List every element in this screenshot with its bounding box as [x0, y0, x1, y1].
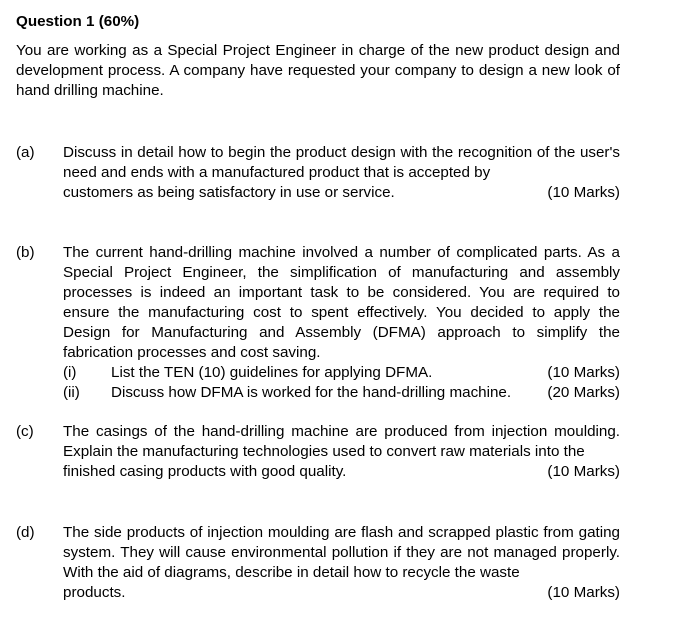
part-d — [16, 523, 620, 603]
marks-label: (20 Marks) — [547, 384, 620, 401]
part-label: (a) — [16, 144, 35, 161]
part-text: The current hand-drilling machine involved a number of complicated parts. As a Special Project Engineer, the simplification of manufacturing and assembly processes is indeed an important task to be considered. You are required to ensure the manufacturing cost to spent effectively. You decided to apply the Design for Manufacturing and Assembly (DFMA) approach to simplify the fabrication processes and cost saving. — [63, 244, 620, 361]
sub-question-number: (ii) — [63, 384, 80, 401]
part-label: (b) — [16, 244, 35, 261]
sub-question-text: List the TEN (10) guidelines for applying DFMA. — [111, 364, 433, 381]
part-text-last-line: finished casing products with good quality. — [63, 463, 347, 480]
part-a — [16, 143, 620, 203]
part-label: (c) — [16, 423, 34, 440]
sub-question-number: (i) — [63, 364, 77, 381]
marks-label: (10 Marks) — [547, 463, 620, 480]
sub-question — [63, 363, 620, 383]
sub-question-text: Discuss how DFMA is worked for the hand-drilling machine. — [111, 384, 512, 401]
part-text-last-line: customers as being satisfactory in use or service. — [63, 184, 395, 201]
marks-label: (10 Marks) — [547, 584, 620, 601]
part-text: Discuss in detail how to begin the product design with the recognition of the user's need and ends with a manufactured product that is accepted by — [63, 144, 620, 181]
part-text: The casings of the hand-drilling machine are produced from injection moulding. Explain the manufacturing technologies used to convert raw materials into the — [63, 423, 620, 460]
part-c — [16, 422, 620, 482]
part-label: (d) — [16, 524, 35, 541]
marks-label: (10 Marks) — [547, 184, 620, 201]
question-intro: You are working as a Special Project Engineer in charge of the new product design and development process. A company have requested your company to design a new look of hand drilling machine. — [16, 42, 620, 99]
sub-question — [63, 383, 620, 403]
part-text: The side products of injection moulding are flash and scrapped plastic from gating system. They will cause environmental pollution if they are not managed properly. With the aid of diagrams, describe in detail how to recycle the waste — [63, 524, 620, 581]
part-text-last-line: products. — [63, 584, 126, 601]
marks-label: (10 Marks) — [547, 364, 620, 381]
question-title: Question 1 (60%) — [16, 13, 140, 30]
part-b — [16, 243, 620, 403]
